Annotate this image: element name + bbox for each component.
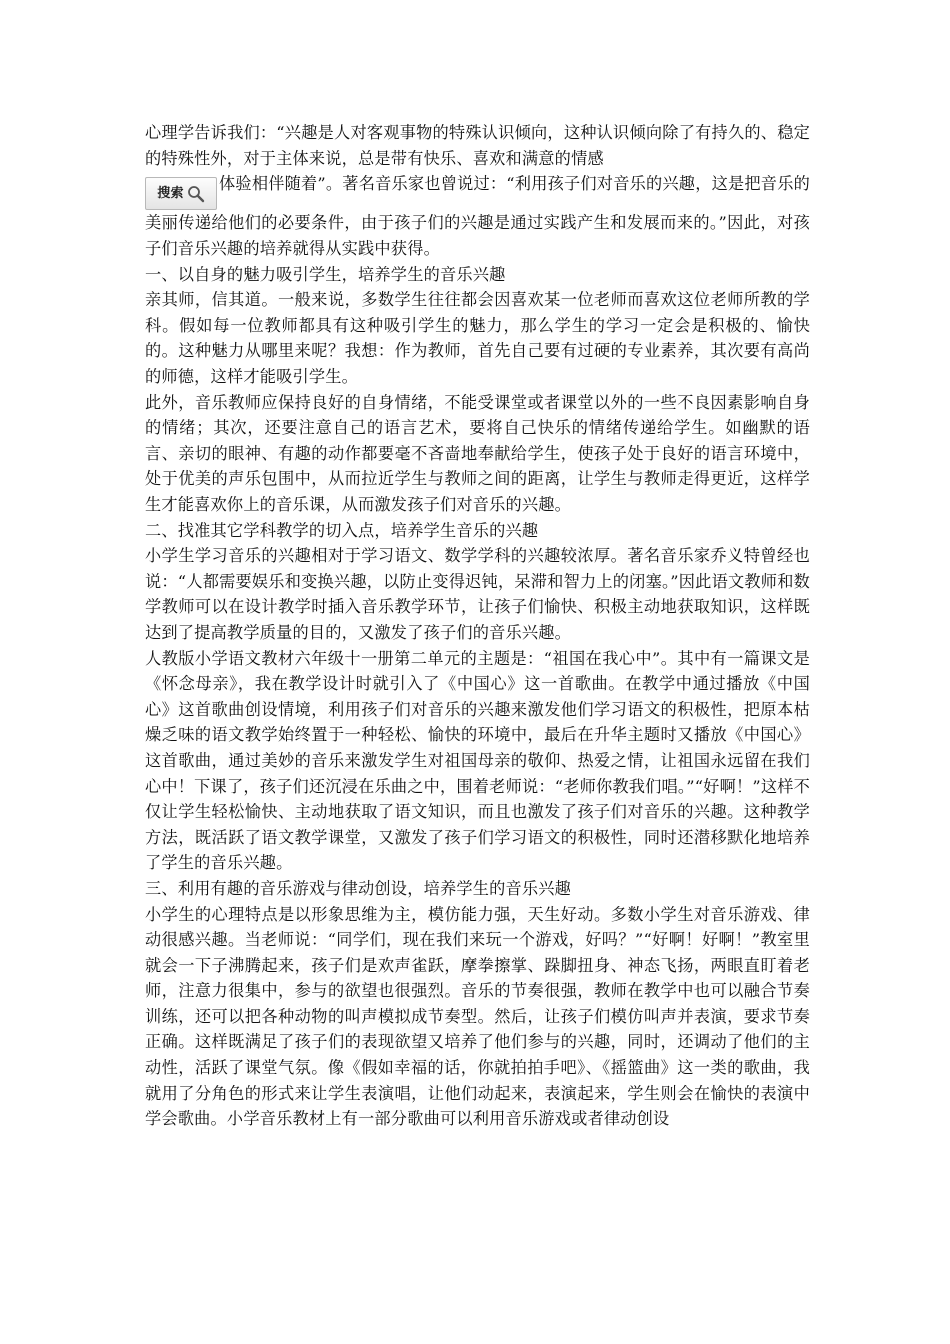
- section-heading-3: 三、利用有趣的音乐游戏与律动创设，培养学生的音乐兴趣: [145, 878, 572, 898]
- search-button-label: 搜索: [157, 186, 184, 202]
- intro-text-part1: 心理学告诉我们：“兴趣是人对客观事物的特殊认识倾向，这种认识倾向除了有持久的、稳定的特殊性外，对于主体来说，总是带有快乐、喜欢和满意的情感: [145, 123, 810, 168]
- intro-paragraph: [145, 120, 810, 262]
- intro-text-part2: 体验相伴随着”。著名音乐家也曾说过：“利用孩子们对音乐的兴趣，这是把音乐的美丽传递给他们的必要条件，由于孩子们的兴趣是通过实践产生和发展而来的。”因此，对孩子们音乐兴趣的培养就得从实践中获得。: [145, 174, 810, 259]
- paragraph-5: 小学生的心理特点是以形象思维为主，模仿能力强，天生好动。多数小学生对音乐游戏、律动很感兴趣。当老师说：“同学们，现在我们来玩一个游戏，好吗？”“好啊！好啊！”教室里就会一下子沸腾起来，孩子们是欢声雀跃，摩拳擦掌、跺脚扭身、神态飞扬，两眼直盯着老师，注意力很集中，参与的欲望也很强烈。音乐的节奏很强，教师在教学中也可以融合节奏训练，还可以把各种动物的叫声模拟成节奏型。然后，让孩子们模仿叫声并表演，要求节奏正确。这样既满足了孩子们的表现欲望又培养了他们参与的兴趣，同时，还调动了他们的主动性，活跃了课堂气氛。像《假如幸福的话，你就拍拍手吧》、《摇篮曲》这一类的歌曲，我就用了分角色的形式来让学生表演唱，让他们动起来，表演起来，学生则会在愉快的表演中学会歌曲。小学音乐教材上有一部分歌曲可以利用音乐游戏或者律动创设: [145, 904, 810, 1129]
- search-button[interactable]: [145, 177, 217, 210]
- paragraph-4: 人教版小学语文教材六年级十一册第二单元的主题是：“祖国在我心中”。其中有一篇课文是《怀念母亲》，我在教学设计时就引入了《中国心》这一首歌曲。在教学中通过播放《中国心》这首歌曲创设情境，利用孩子们对音乐的兴趣来激发他们学习语文的积极性，把原本枯燥乏味的语文教学始终置于一种轻松、愉快的环境中，最后在升华主题时又播放《中国心》这首歌曲，通过美妙的音乐来激发学生对祖国母亲的敬仰、热爱之情，让祖国永远留在我们心中！下课了，孩子们还沉浸在乐曲之中，围着老师说：“老师你教我们唱。”“好啊！”这样不仅让学生轻松愉快、主动地获取了语文知识，而且也激发了孩子们对音乐的兴趣。这种教学方法，既活跃了语文教学课堂，又激发了孩子们学习语文的积极性，同时还潜移默化地培养了学生的音乐兴趣。: [145, 648, 810, 873]
- search-icon: [187, 185, 205, 203]
- paragraph-1: 亲其师，信其道。一般来说，多数学生往往都会因喜欢某一位老师而喜欢这位老师所教的学科。假如每一位教师都具有这种吸引学生的魅力，那么学生的学习一定会是积极的、愉快的。这种魅力从哪里来呢？我想：作为教师，首先自己要有过硬的专业素养，其次要有高尚的师德，这样才能吸引学生。: [145, 290, 810, 387]
- document-page: [145, 120, 810, 1132]
- paragraph-2: 此外，音乐教师应保持良好的自身情绪，不能受课堂或者课堂以外的一些不良因素影响自身的情绪；其次，还要注意自己的语言艺术，要将自己快乐的情绪传递给学生。如幽默的语言、亲切的眼神、有趣的动作都要毫不吝啬地奉献给学生，使孩子处于良好的语言环境中，处于优美的声乐包围中，从而拉近学生与教师之间的距离，让学生与教师走得更近，这样学生才能喜欢你上的音乐课，从而激发孩子们对音乐的兴趣。: [145, 392, 810, 515]
- section-heading-2: 二、找准其它学科教学的切入点，培养学生音乐的兴趣: [145, 520, 539, 540]
- section-heading-1: 一、以自身的魅力吸引学生，培养学生的音乐兴趣: [145, 264, 506, 284]
- paragraph-3: 小学生学习音乐的兴趣相对于学习语文、数学学科的兴趣较浓厚。著名音乐家乔义特曾经也说：“人都需要娱乐和变换兴趣，以防止变得迟钝，呆滞和智力上的闭塞。”因此语文教师和数学教师可以在设计教学时插入音乐教学环节，让孩子们愉快、积极主动地获取知识，这样既达到了提高教学质量的目的，又激发了孩子们的音乐兴趣。: [145, 546, 810, 642]
